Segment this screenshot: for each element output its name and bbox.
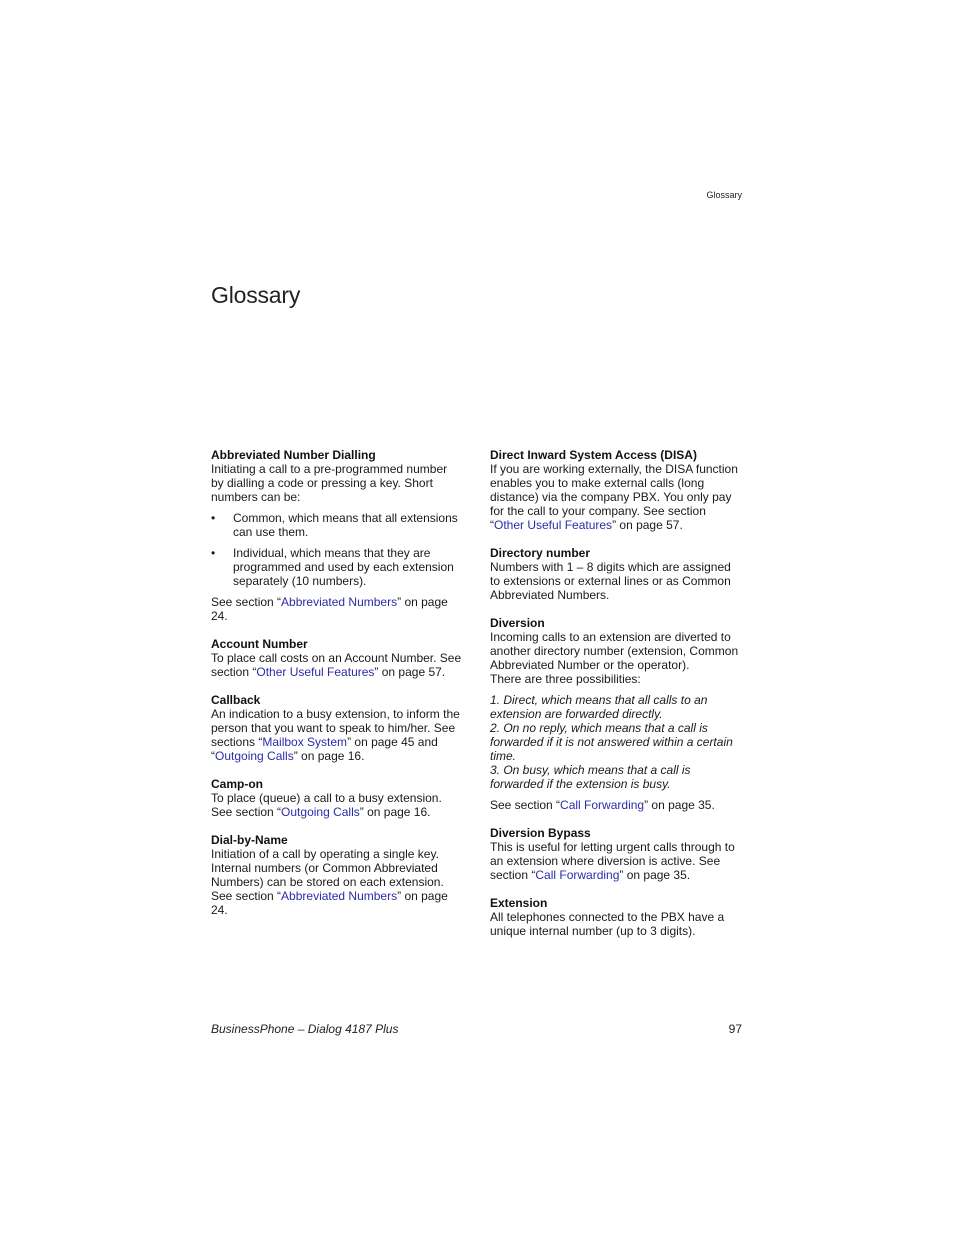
glossary-column-left bbox=[211, 448, 463, 931]
link-outgoing-calls[interactable]: Outgoing Calls bbox=[215, 749, 294, 763]
list-item-text: Common, which means that all extensions can use them. bbox=[233, 511, 458, 539]
entry-extension bbox=[490, 896, 742, 938]
term-heading: Callback bbox=[211, 693, 261, 707]
running-head: Glossary bbox=[706, 190, 742, 200]
term-heading: Extension bbox=[490, 896, 548, 910]
entry-diversion-bypass bbox=[490, 826, 742, 882]
definition-middle: ” on page 45 and “ bbox=[211, 735, 438, 763]
term-heading: Account Number bbox=[211, 637, 308, 651]
link-call-forwarding[interactable]: Call Forwarding bbox=[560, 798, 645, 812]
entry-camp-on bbox=[211, 777, 463, 819]
definition-text bbox=[211, 847, 463, 917]
definition-text bbox=[490, 840, 742, 882]
entry-abbreviated-number-dialling bbox=[211, 448, 463, 623]
footer-document-title: BusinessPhone – Dialog 4187 Plus bbox=[211, 1022, 399, 1036]
entry-dial-by-name bbox=[211, 833, 463, 917]
link-mailbox-system[interactable]: Mailbox System bbox=[262, 735, 348, 749]
definition-text bbox=[211, 791, 463, 819]
page-title: Glossary bbox=[211, 282, 301, 308]
definition-prefix: If you are working externally, the DISA function enables you to make external calls (long distance) via the company PBX. You only pay for the call to your company. See section “ bbox=[490, 462, 738, 532]
footer-page-number: 97 bbox=[728, 1022, 742, 1036]
definition-suffix: ” on page 16. bbox=[293, 749, 365, 763]
list-item: 2. On no reply, which means that a call is forwarded if it is not answered within a certain time. bbox=[490, 721, 733, 763]
entry-disa bbox=[490, 448, 742, 532]
list-item bbox=[211, 546, 463, 588]
glossary-column-right bbox=[490, 448, 742, 952]
link-other-useful-features[interactable]: Other Useful Features bbox=[494, 518, 613, 532]
definition-prefix: To place (queue) a call to a busy extension. See section “ bbox=[211, 791, 442, 819]
term-heading: Diversion Bypass bbox=[490, 826, 591, 840]
definition-suffix: ” on page 57. bbox=[374, 665, 446, 679]
definition-suffix: ” on page 57. bbox=[612, 518, 683, 532]
see-prefix: See section “ bbox=[211, 595, 282, 609]
list-item: 1. Direct, which means that all calls to an extension are forwarded directly. bbox=[490, 693, 708, 721]
definition-text: Initiating a call to a pre-programmed number by dialling a code or pressing a key. Short numbers can be: bbox=[211, 462, 448, 504]
bullet-list bbox=[211, 511, 463, 588]
definition-prefix: Initiation of a call by operating a single key. Internal numbers (or Common Abbreviated Numbers) can be stored on each extension. See section “ bbox=[211, 847, 444, 903]
definition-prefix: An indication to a busy extension, to inform the person that you want to speak to him/her. See sections “ bbox=[211, 707, 460, 749]
term-heading: Abbreviated Number Dialling bbox=[211, 448, 376, 462]
link-abbreviated-numbers[interactable]: Abbreviated Numbers bbox=[281, 889, 398, 903]
definition-suffix: ” on page 24. bbox=[211, 889, 448, 917]
list-item bbox=[211, 511, 463, 539]
term-heading: Directory number bbox=[490, 546, 591, 560]
term-heading: Diversion bbox=[490, 616, 545, 630]
see-reference bbox=[490, 798, 742, 812]
see-suffix: ” on page 35. bbox=[644, 798, 715, 812]
bullet-marker: • bbox=[211, 511, 216, 525]
entry-account-number bbox=[211, 637, 463, 679]
definition-text: Numbers with 1 – 8 digits which are assigned to extensions or external lines or as Common Abbreviated Numbers. bbox=[490, 560, 731, 602]
link-outgoing-calls[interactable]: Outgoing Calls bbox=[281, 805, 360, 819]
definition-text bbox=[490, 462, 742, 532]
bullet-marker: • bbox=[211, 546, 216, 560]
term-heading: Dial-by-Name bbox=[211, 833, 288, 847]
see-suffix: ” on page 24. bbox=[211, 595, 448, 623]
list-item-text: Individual, which means that they are programmed and used by each extension separately (10 numbers). bbox=[233, 546, 454, 588]
definition-text-2: There are three possibilities: bbox=[490, 672, 641, 686]
term-heading: Camp-on bbox=[211, 777, 263, 791]
definition-text bbox=[211, 651, 463, 679]
term-heading: Direct Inward System Access (DISA) bbox=[490, 448, 697, 462]
link-call-forwarding[interactable]: Call Forwarding bbox=[535, 868, 620, 882]
definition-prefix: To place call costs on an Account Number. See section “ bbox=[211, 651, 462, 679]
link-abbreviated-numbers[interactable]: Abbreviated Numbers bbox=[281, 595, 398, 609]
definition-text: All telephones connected to the PBX have a unique internal number (up to 3 digits). bbox=[490, 910, 725, 938]
definition-suffix: ” on page 35. bbox=[619, 868, 691, 882]
entry-diversion bbox=[490, 616, 742, 812]
entry-callback bbox=[211, 693, 463, 763]
definition-prefix: This is useful for letting urgent calls through to an extension where diversion is active. See section “ bbox=[490, 840, 735, 882]
definition-text bbox=[211, 707, 463, 763]
link-other-useful-features[interactable]: Other Useful Features bbox=[256, 665, 375, 679]
definition-suffix: ” on page 16. bbox=[359, 805, 431, 819]
see-reference bbox=[211, 595, 463, 623]
possibility-list bbox=[490, 693, 742, 791]
list-item: 3. On busy, which means that a call is forwarded if the extension is busy. bbox=[490, 763, 691, 791]
entry-directory-number bbox=[490, 546, 742, 602]
definition-text: Incoming calls to an extension are diverted to another directory number (extension, Common Abbreviated Number or the operator). bbox=[490, 630, 739, 672]
see-prefix: See section “ bbox=[490, 798, 561, 812]
